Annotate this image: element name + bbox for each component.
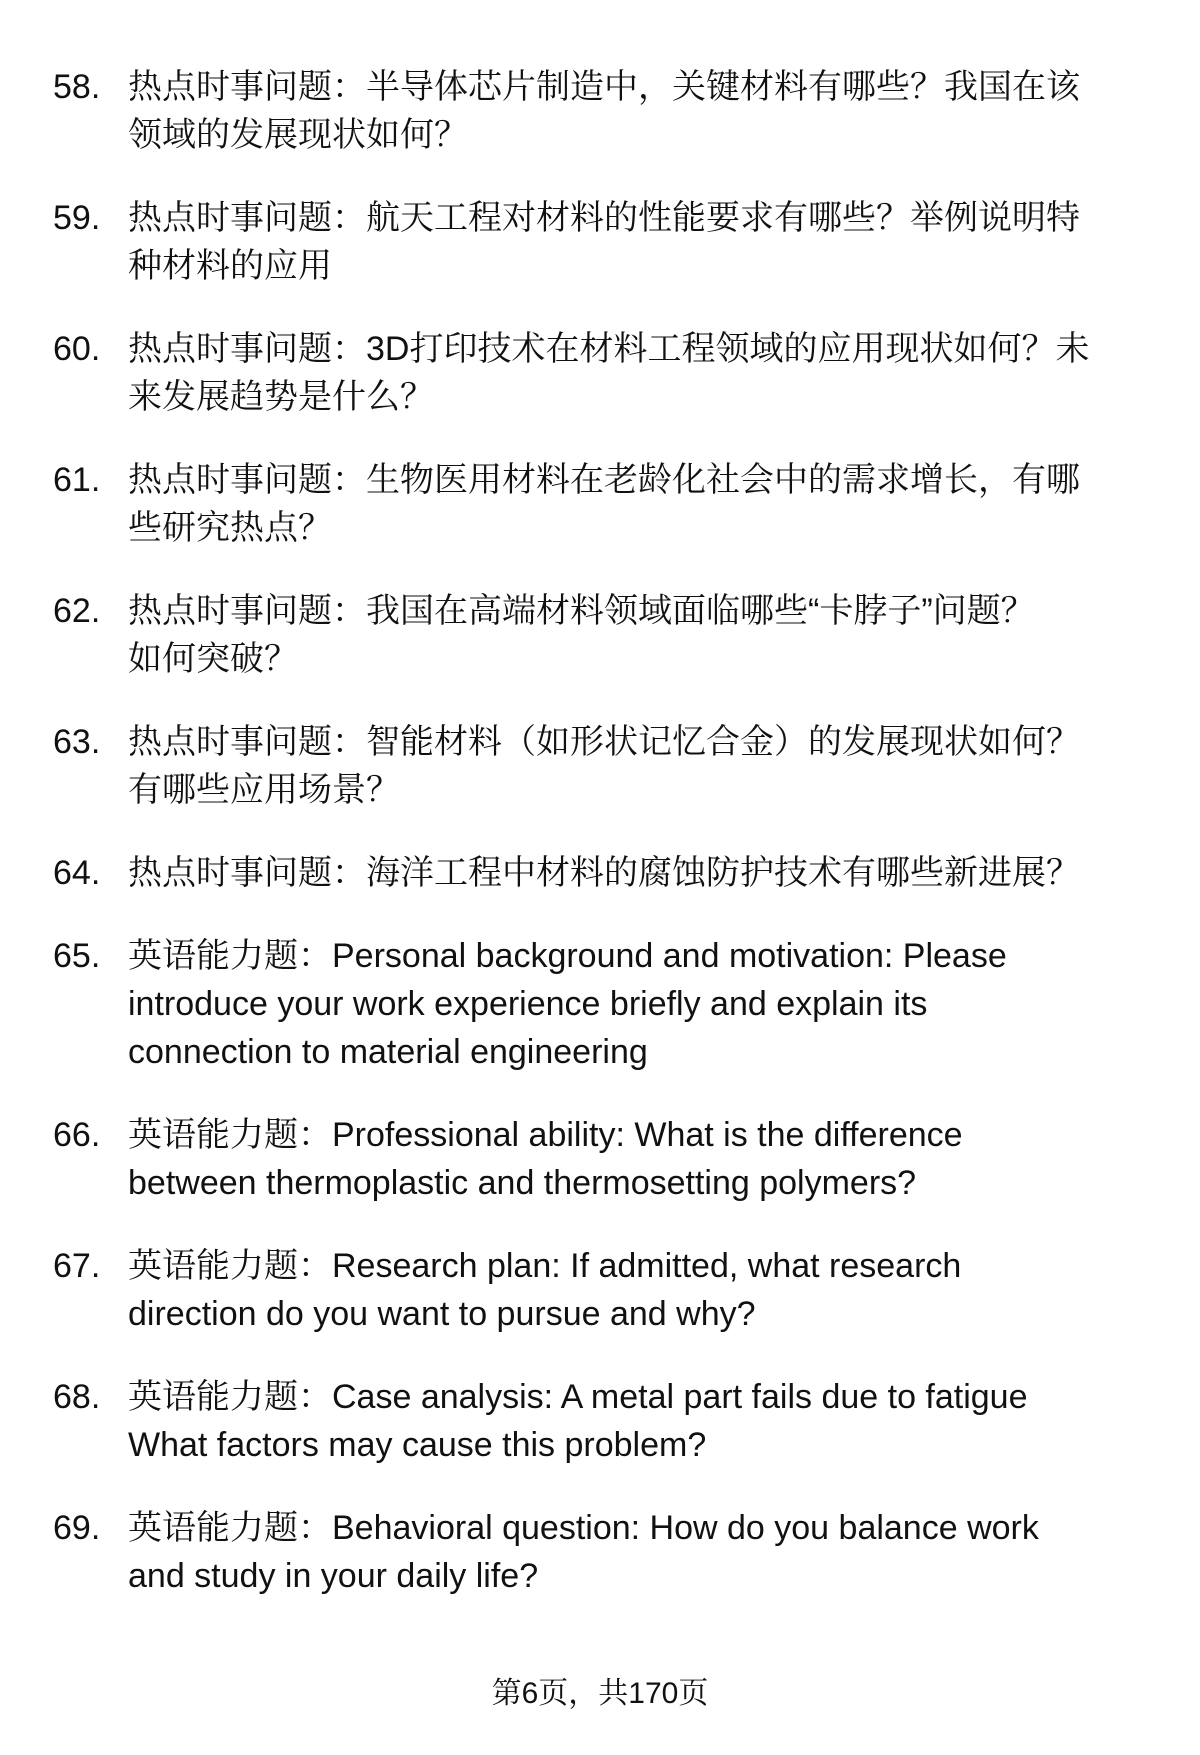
question-number: 63. [53, 723, 101, 761]
question-item [0, 456, 1200, 552]
question-text [128, 849, 1200, 897]
question-text [128, 63, 1200, 159]
question-text-line: 英语能力题：Research plan: If admitted, what research [128, 1247, 962, 1285]
question-item [0, 194, 1200, 290]
question-text [128, 1111, 1200, 1207]
question-text-line: 热点时事问题：海洋工程中材料的腐蚀防护技术有哪些新进展？ [128, 854, 1080, 892]
question-text-line: 热点时事问题：智能材料（如形状记忆合金）的发展现状如何？ [128, 723, 1080, 761]
question-number: 68. [53, 1378, 101, 1416]
question-item [0, 718, 1200, 814]
question-item [0, 1111, 1200, 1207]
question-number: 62. [53, 592, 101, 630]
question-text-line: 种材料的应用 [128, 247, 332, 285]
question-text-line: 英语能力题：Personal background and motivation: Please [128, 937, 1007, 975]
question-item [0, 1504, 1200, 1600]
question-number: 60. [53, 330, 101, 368]
question-text-line: 英语能力题：Case analysis: A metal part fails due to fatigue [128, 1378, 1028, 1416]
question-text-line: 热点时事问题：3D打印技术在材料工程领域的应用现状如何？未 [128, 330, 1090, 368]
question-item [0, 1242, 1200, 1338]
question-text-line: 如何突破？ [128, 640, 298, 678]
question-text-line: between thermoplastic and thermosetting polymers? [128, 1164, 917, 1202]
question-item [0, 63, 1200, 159]
question-text-line: 领域的发展现状如何？ [128, 116, 468, 154]
question-text [128, 1504, 1200, 1600]
question-text [128, 325, 1200, 421]
question-text [128, 194, 1200, 290]
question-text-line: What factors may cause this problem? [128, 1426, 707, 1464]
question-item [0, 325, 1200, 421]
question-text-line: connection to material engineering [128, 1033, 648, 1071]
question-text-line: 热点时事问题：航天工程对材料的性能要求有哪些？举例说明特 [128, 199, 1080, 237]
question-number: 61. [53, 461, 101, 499]
question-text [128, 587, 1200, 683]
question-number: 66. [53, 1116, 101, 1154]
question-text-line: 热点时事问题：生物医用材料在老龄化社会中的需求增长，有哪 [128, 461, 1080, 499]
question-text-line: 热点时事问题：我国在高端材料领域面临哪些“卡脖子”问题？ [128, 592, 1035, 630]
question-number: 65. [53, 937, 101, 975]
question-text-line: 来发展趋势是什么？ [128, 378, 434, 416]
question-item [0, 1373, 1200, 1469]
question-number: 58. [53, 68, 101, 106]
question-item [0, 849, 1200, 897]
question-text [128, 718, 1200, 814]
question-number: 59. [53, 199, 101, 237]
question-item [0, 587, 1200, 683]
question-text-line: 热点时事问题：半导体芯片制造中，关键材料有哪些？我国在该 [128, 68, 1080, 106]
question-text [128, 932, 1200, 1076]
question-text-line: 英语能力题：Behavioral question: How do you balance work [128, 1509, 1039, 1547]
question-text [128, 1373, 1200, 1469]
question-text-line: and study in your daily life? [128, 1557, 539, 1595]
question-number: 64. [53, 854, 101, 892]
question-text [128, 1242, 1200, 1338]
question-text-line: 有哪些应用场景？ [128, 771, 400, 809]
question-text-line: 英语能力题：Professional ability: What is the difference [128, 1116, 963, 1154]
question-number: 67. [53, 1247, 101, 1285]
page-number: 第6页，共170页 [491, 1677, 709, 1710]
question-text-line: introduce your work experience briefly and explain its [128, 985, 928, 1023]
question-list [0, 63, 1200, 1635]
question-text [128, 456, 1200, 552]
question-item [0, 932, 1200, 1076]
question-number: 69. [53, 1509, 101, 1547]
question-text-line: direction do you want to pursue and why? [128, 1295, 756, 1333]
question-text-line: 些研究热点？ [128, 509, 332, 547]
